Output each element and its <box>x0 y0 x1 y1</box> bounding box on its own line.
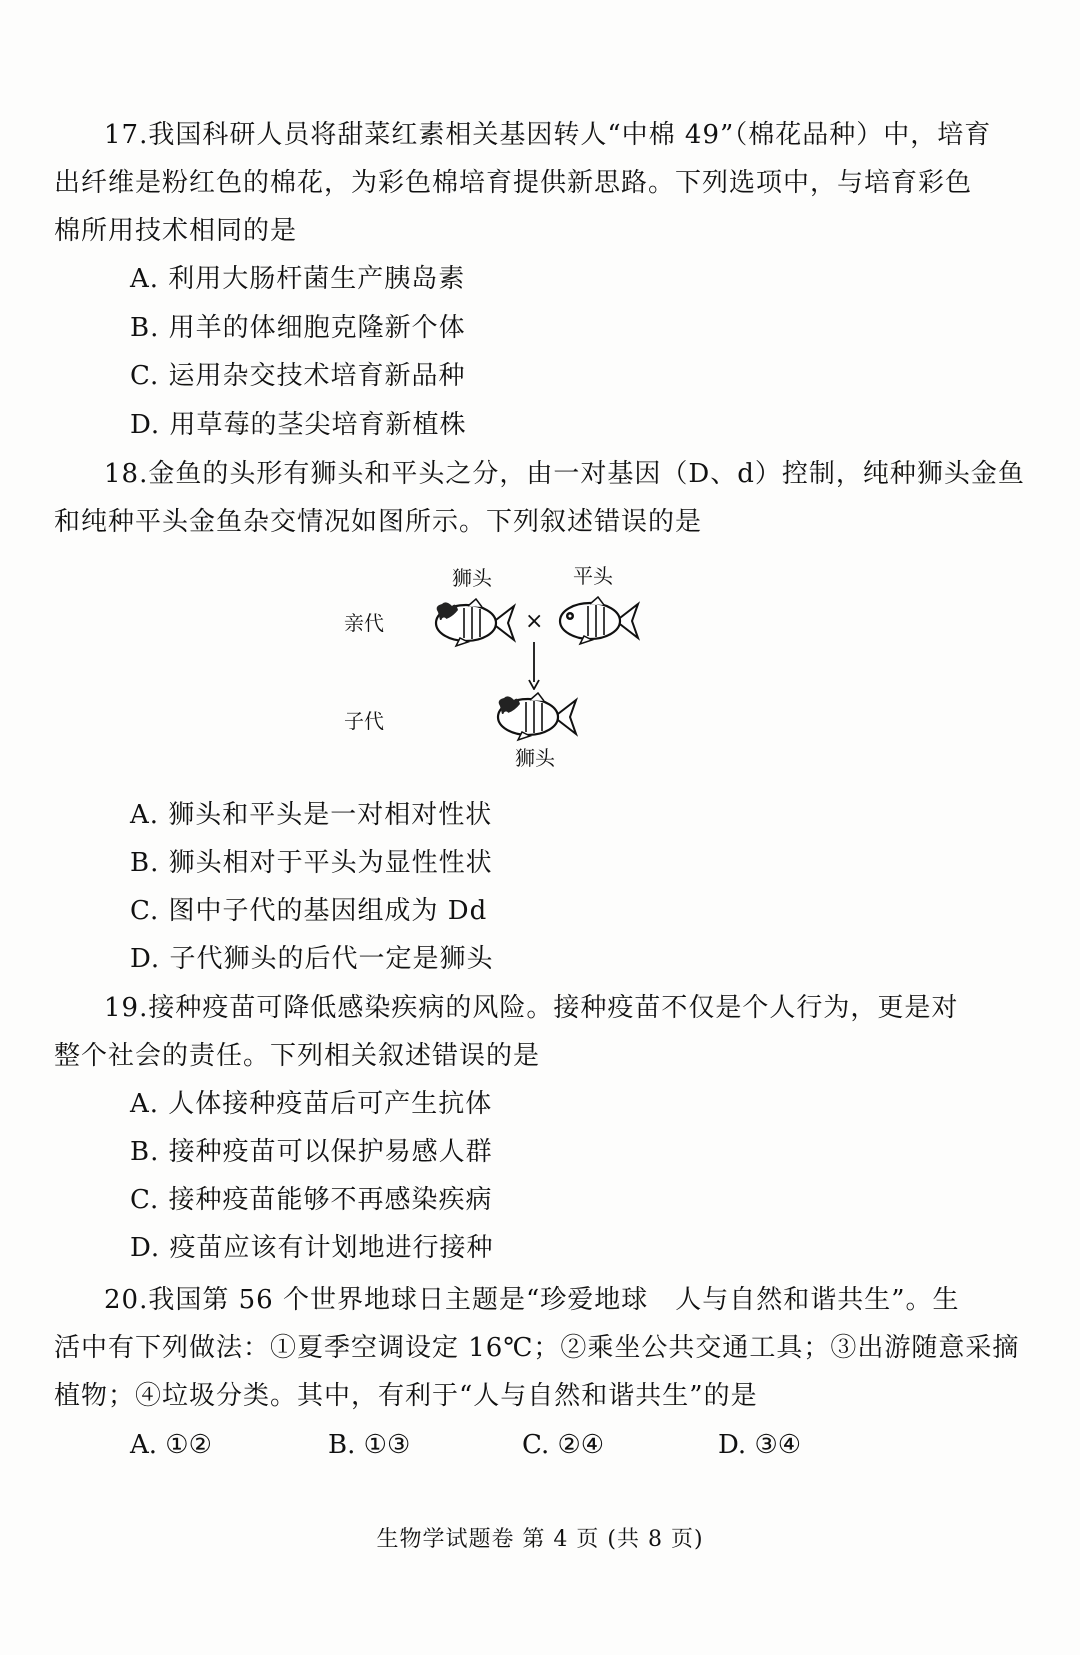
question-19-option-d: D. 疫苗应该有计划地进行接种 <box>130 1233 494 1263</box>
offspring-lionhead-goldfish-icon <box>492 692 578 742</box>
cross-symbol: × <box>525 609 544 634</box>
question-20-option-d: D. ③④ <box>718 1430 802 1460</box>
question-17-option-a: A. 利用大肠杆菌生产胰岛素 <box>130 264 466 294</box>
question-17-stem-line-2: 出纤维是粉红色的棉花，为彩色棉培育提供新思路。下列选项中，与培育彩色 <box>54 168 973 198</box>
goldfish-cross-diagram <box>330 560 670 780</box>
question-18-option-b: B. 狮头相对于平头为显性性状 <box>130 848 493 878</box>
question-20-number: 20. <box>104 1285 149 1315</box>
question-20-stem-line-1 <box>104 1283 960 1317</box>
question-20-stem-line-3: 植物；④垃圾分类。其中，有利于“人与自然和谐共生”的是 <box>54 1381 758 1411</box>
question-20-stem-line-2: 活中有下列做法：①夏季空调设定 16℃；②乘坐公共交通工具；③出游随意采摘 <box>54 1333 1020 1363</box>
offspring-generation-label: 子代 <box>344 709 384 733</box>
question-17-number: 17. <box>104 120 149 150</box>
parent1-lionhead-label: 狮头 <box>452 566 492 590</box>
parent-generation-label: 亲代 <box>344 611 384 635</box>
question-19-number: 19. <box>104 993 149 1023</box>
question-19-stem-text: 接种疫苗可降低感染疾病的风险。接种疫苗不仅是个人行为，更是对 <box>148 993 959 1023</box>
parent2-flathead-label: 平头 <box>573 564 613 588</box>
question-17-option-c: C. 运用杂交技术培育新品种 <box>130 361 466 391</box>
question-20-option-b: B. ①③ <box>328 1430 411 1460</box>
question-18-option-a: A. 狮头和平头是一对相对性状 <box>130 800 493 830</box>
question-20-stem-text: 我国第 56 个世界地球日主题是“珍爱地球 人与自然和谐共生”。生 <box>148 1285 960 1315</box>
lionhead-goldfish-icon <box>430 598 516 648</box>
question-20-option-a: A. ①② <box>130 1430 212 1460</box>
question-19-option-a: A. 人体接种疫苗后可产生抗体 <box>130 1089 493 1119</box>
flathead-goldfish-icon <box>554 596 640 646</box>
question-19-option-b: B. 接种疫苗可以保护易感人群 <box>130 1137 493 1167</box>
question-17-stem-line-1 <box>104 118 992 152</box>
question-17-option-b: B. 用羊的体细胞克隆新个体 <box>130 313 466 343</box>
offspring-lionhead-label: 狮头 <box>515 746 555 770</box>
question-20-option-c: C. ②④ <box>522 1430 605 1460</box>
question-18-stem-text: 金鱼的头形有狮头和平头之分，由一对基因（D、d）控制，纯种狮头金鱼 <box>148 459 1025 489</box>
question-17-option-d: D. 用草莓的茎尖培育新植株 <box>130 410 467 440</box>
page-footer: 生物学试题卷 第 4 页 (共 8 页) <box>376 1527 704 1552</box>
question-18-stem-line-1 <box>104 457 1025 491</box>
question-17-stem-text: 我国科研人员将甜菜红素相关基因转人“中棉 49”（棉花品种）中，培育 <box>148 120 992 150</box>
inheritance-arrow-icon <box>527 642 541 690</box>
question-19-stem-line-1 <box>104 991 959 1025</box>
question-18-stem-line-2: 和纯种平头金鱼杂交情况如图所示。下列叙述错误的是 <box>54 507 703 537</box>
question-20-options-row <box>0 1428 1080 1462</box>
question-17-stem-line-3: 棉所用技术相同的是 <box>54 216 298 246</box>
question-18-option-c: C. 图中子代的基因组成为 Dd <box>130 896 488 926</box>
question-18-option-d: D. 子代狮头的后代一定是狮头 <box>130 944 494 974</box>
question-19-stem-line-2: 整个社会的责任。下列相关叙述错误的是 <box>54 1041 541 1071</box>
question-18-number: 18. <box>104 459 149 489</box>
question-19-option-c: C. 接种疫苗能够不再感染疾病 <box>130 1185 493 1215</box>
